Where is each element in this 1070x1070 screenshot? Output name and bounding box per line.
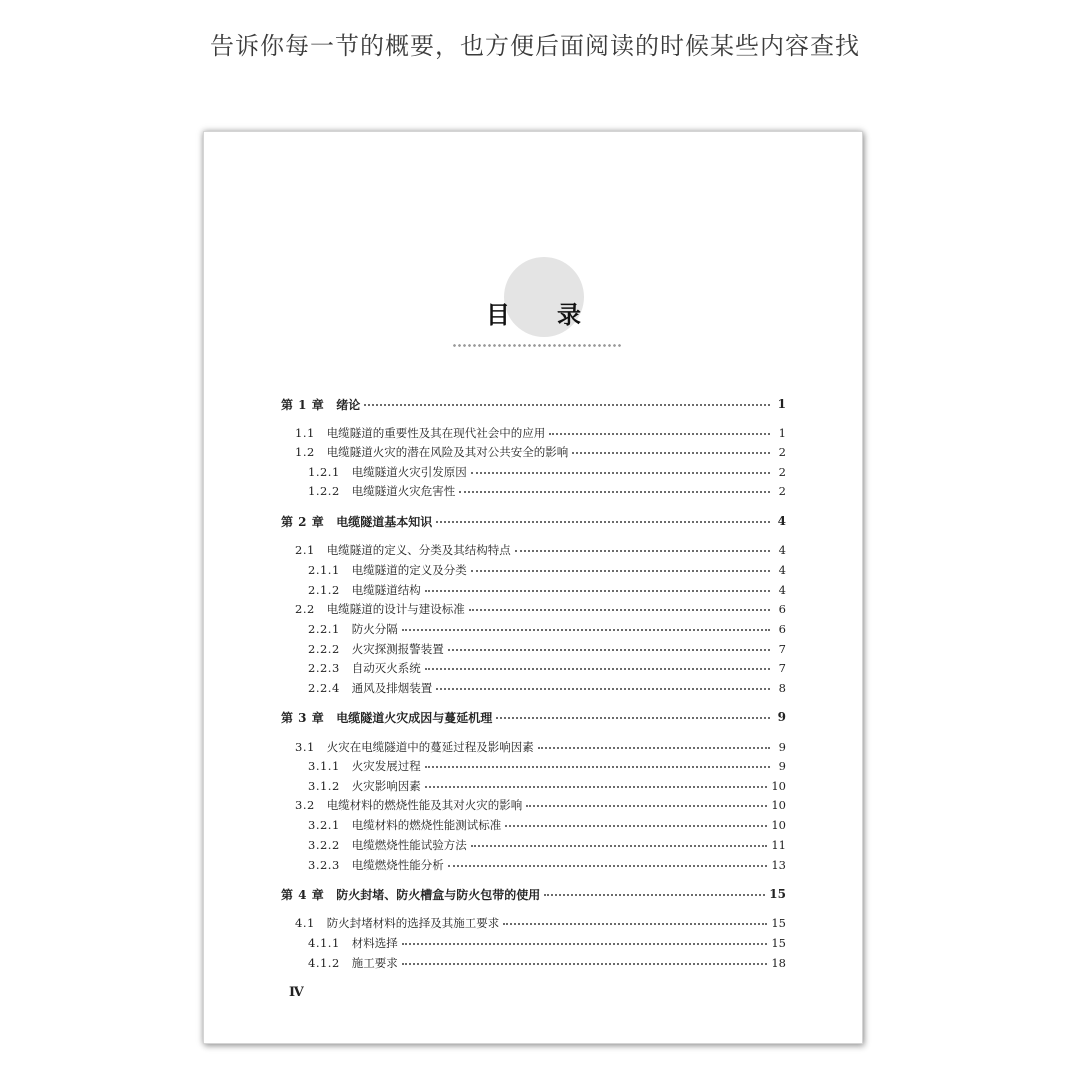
toc-entry-page-number: 10 (771, 818, 786, 832)
toc-dot-leader (505, 825, 767, 827)
toc-entry-sub (281, 778, 786, 794)
toc-entry-number: 3.1.1 (308, 759, 340, 773)
toc-dot-leader (503, 923, 767, 925)
toc-entry-page-number: 4 (777, 514, 786, 528)
toc-entry-sub (281, 817, 786, 833)
toc-dot-leader (402, 943, 768, 945)
toc-entry-number: 2.2.3 (308, 661, 340, 675)
toc-entry-title: 防火封堵材料的选择及其施工要求 (326, 916, 500, 930)
toc-entry-title: 通风及排烟装置 (351, 681, 433, 695)
toc-entry-title: 火灾探测报警装置 (351, 642, 444, 656)
toc-dot-leader (471, 570, 770, 572)
toc-entry-sub (281, 955, 786, 971)
toc-entry-page-number: 8 (778, 681, 786, 695)
toc-entry-page-number: 1 (778, 426, 786, 440)
toc-entry-page-number: 10 (771, 798, 786, 812)
toc-dot-leader (436, 688, 770, 690)
toc-entry-sec (281, 915, 786, 931)
toc-entry-page-number: 2 (778, 445, 786, 459)
toc-entry-chap (281, 886, 786, 902)
toc-entry-number: 4.1.1 (308, 936, 340, 950)
toc-entry-title: 材料选择 (351, 936, 398, 950)
toc-entry-page-number: 2 (778, 484, 786, 498)
toc-entry-sub (281, 758, 786, 774)
toc-dot-leader (459, 491, 770, 493)
toc-entry-chap (281, 396, 786, 412)
toc-entry-number: 第 2 章 (281, 514, 325, 529)
toc-entry-title: 电缆燃烧性能试验方法 (351, 838, 467, 852)
toc-entry-number: 2.2.1 (308, 622, 340, 636)
toc-entry-sub (281, 483, 786, 499)
caption-text: 告诉你每一节的概要，也方便后面阅读的时候某些内容查找 (210, 32, 860, 60)
toc-entry-title: 电缆材料的燃烧性能测试标准 (351, 818, 502, 832)
toc-entry-number: 第 1 章 (281, 397, 325, 412)
toc-dot-leader (538, 747, 770, 749)
toc-dot-leader (572, 452, 770, 454)
toc-dot-leader (425, 668, 770, 670)
toc-dot-leader (471, 845, 768, 847)
toc-dot-leader (364, 404, 770, 406)
page-title-char-1: 目 (486, 300, 510, 329)
toc-entry-title: 电缆燃烧性能分析 (351, 858, 444, 872)
toc-entry-sec (281, 425, 786, 441)
toc-entry-page-number: 11 (771, 838, 786, 852)
toc-entry-page-number: 7 (778, 661, 786, 675)
toc-dot-leader (549, 433, 770, 435)
toc-dot-leader (469, 609, 770, 611)
toc-entry-title: 火灾影响因素 (351, 779, 421, 793)
toc-entry-number: 2.1.2 (308, 583, 340, 597)
toc-entry-number: 3.2.3 (308, 858, 340, 872)
toc-dot-leader (425, 786, 768, 788)
toc-entry-title: 电缆隧道基本知识 (336, 514, 433, 529)
toc-entry-page-number: 4 (778, 583, 786, 597)
toc-entry-number: 4.1 (295, 916, 315, 930)
toc-entry-title: 电缆材料的燃烧性能及其对火灾的影响 (326, 798, 523, 812)
toc-entry-number: 1.1 (295, 426, 315, 440)
toc-entry-number: 3.1.2 (308, 779, 340, 793)
toc-entry-title: 施工要求 (351, 956, 398, 970)
toc-entry-number: 3.2 (295, 798, 315, 812)
toc-entry-title: 火灾发展过程 (351, 759, 421, 773)
toc-entry-sec (281, 542, 786, 558)
toc-entry-sub (281, 641, 786, 657)
toc-entry-chap (281, 513, 786, 529)
toc-entry-sub (281, 935, 786, 951)
toc-entry-page-number: 15 (771, 916, 786, 930)
toc-dot-leader (425, 590, 770, 592)
toc-entry-page-number: 18 (771, 956, 786, 970)
toc-entry-sec (281, 797, 786, 813)
toc-entry-number: 3.2.1 (308, 818, 340, 832)
toc-entry-number: 2.2.2 (308, 642, 340, 656)
toc-dot-leader (496, 717, 770, 719)
toc-entry-number: 2.1 (295, 543, 315, 557)
toc-entry-page-number: 4 (778, 563, 786, 577)
toc-dot-leader (425, 766, 770, 768)
toc-entry-number: 1.2.2 (308, 484, 340, 498)
toc-entry-title: 火灾在电缆隧道中的蔓延过程及影响因素 (326, 740, 534, 754)
toc-entry-number: 1.2 (295, 445, 315, 459)
page-title-char-2: 录 (557, 300, 581, 329)
toc-entry-title: 电缆隧道的设计与建设标准 (326, 602, 465, 616)
title-ornament-rule (452, 343, 622, 348)
toc-entry-page-number: 10 (771, 779, 786, 793)
toc-entry-page-number: 2 (778, 465, 786, 479)
toc-entry-sub (281, 582, 786, 598)
toc-entry-title: 电缆隧道结构 (351, 583, 421, 597)
toc-entry-number: 第 3 章 (281, 710, 325, 725)
toc-dot-leader (436, 521, 770, 523)
toc-entry-sub (281, 464, 786, 480)
toc-dot-leader (471, 472, 770, 474)
toc-entry-title: 电缆隧道的重要性及其在现代社会中的应用 (326, 426, 546, 440)
toc-entry-number: 2.2 (295, 602, 315, 616)
toc-entry-number: 2.2.4 (308, 681, 340, 695)
toc-dot-leader (402, 629, 770, 631)
toc-entry-title: 电缆隧道的定义及分类 (351, 563, 467, 577)
toc-entry-page-number: 13 (771, 858, 786, 872)
toc-entry-number: 第 4 章 (281, 887, 325, 902)
toc-entry-title: 电缆隧道的定义、分类及其结构特点 (326, 543, 511, 557)
toc-entry-sub (281, 857, 786, 873)
book-page (203, 131, 863, 1044)
toc-entry-page-number: 4 (778, 543, 786, 557)
toc-entry-sec (281, 739, 786, 755)
toc-entry-page-number: 6 (778, 622, 786, 636)
toc-entry-sec (281, 444, 786, 460)
toc-entry-page-number: 1 (777, 397, 786, 411)
toc-entry-sec (281, 601, 786, 617)
toc-entry-chap (281, 709, 786, 725)
toc-entry-page-number: 7 (778, 642, 786, 656)
toc-entry-page-number: 9 (778, 740, 786, 754)
toc-dot-leader (448, 865, 768, 867)
toc-dot-leader (515, 550, 770, 552)
toc-entry-page-number: 9 (778, 759, 786, 773)
toc-entry-page-number: 15 (771, 936, 786, 950)
toc-entry-sub (281, 837, 786, 853)
toc-dot-leader (448, 649, 770, 651)
toc-entry-title: 绪论 (336, 397, 361, 412)
toc-entry-title: 电缆隧道火灾引发原因 (351, 465, 467, 479)
toc-entry-page-number: 6 (778, 602, 786, 616)
toc-entry-number: 2.1.1 (308, 563, 340, 577)
toc-entry-sub (281, 562, 786, 578)
toc-entry-page-number: 9 (777, 710, 786, 724)
toc-entry-page-number: 15 (769, 887, 786, 901)
toc-entry-number: 4.1.2 (308, 956, 340, 970)
toc-entry-title: 防火封堵、防火槽盒与防火包带的使用 (336, 887, 541, 902)
toc-entry-title: 防火分隔 (351, 622, 398, 636)
toc-entry-title: 电缆隧道火灾的潜在风险及其对公共安全的影响 (326, 445, 569, 459)
toc-entry-title: 电缆隧道火灾成因与蔓延机理 (336, 710, 493, 725)
toc-entry-title: 电缆隧道火灾危害性 (351, 484, 456, 498)
toc-entry-number: 1.2.1 (308, 465, 340, 479)
toc-entry-sub (281, 660, 786, 676)
toc-entry-sub (281, 621, 786, 637)
toc-entry-number: 3.1 (295, 740, 315, 754)
toc-dot-leader (402, 963, 768, 965)
toc-entry-sub (281, 680, 786, 696)
toc-dot-leader (526, 805, 767, 807)
toc-entry-number: 3.2.2 (308, 838, 340, 852)
toc-dot-leader (544, 894, 765, 896)
page-folio: Ⅳ (289, 985, 304, 1000)
toc-entry-title: 自动灭火系统 (351, 661, 421, 675)
